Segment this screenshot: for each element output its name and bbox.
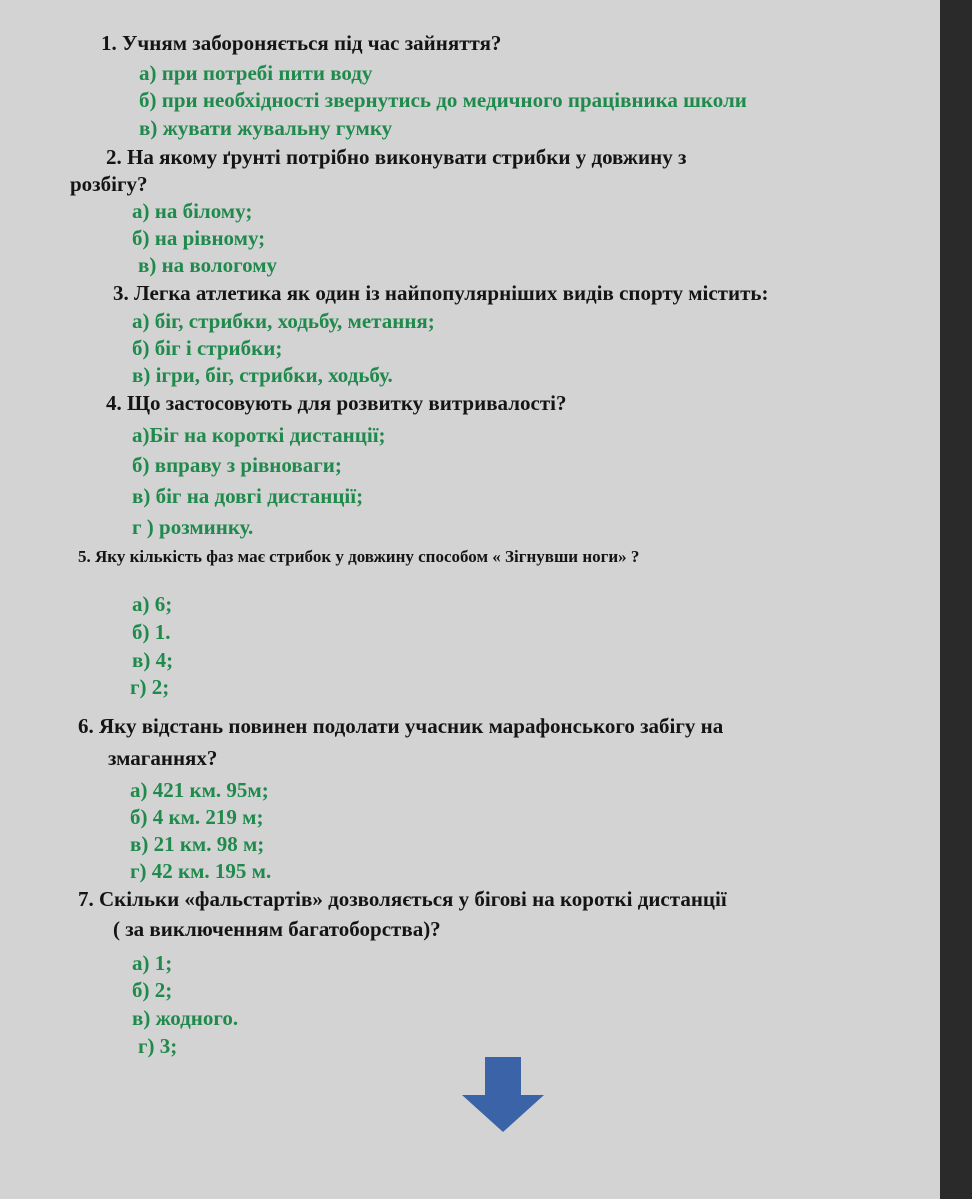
question-6-answer-c: в) 21 км. 98 м; — [130, 832, 265, 856]
question-3-answer-a: а) біг, стрибки, ходьбу, метання; — [132, 309, 435, 333]
question-5-answer-b: б) 1. — [132, 620, 171, 644]
question-3-answer-b: б) біг і стрибки; — [132, 336, 283, 360]
question-1-text: 1. Учням забороняється під час зайняття? — [101, 31, 502, 55]
question-6-text-line-2: змаганнях? — [108, 746, 218, 770]
question-7-text-line-1: 7. Скільки «фальстартів» дозволяється у бігові на короткі дистанції — [78, 887, 727, 911]
question-3-text: 3. Легка атлетика як один із найпопулярніших видів спорту містить: — [113, 281, 769, 305]
question-6-answer-b: б) 4 км. 219 м; — [130, 805, 264, 829]
question-5-text: 5. Яку кількість фаз має стрибок у довжину способом « Зігнувши ноги» ? — [78, 547, 640, 566]
question-7-answer-d: г) 3; — [138, 1034, 178, 1058]
question-7-text-line-2: ( за виключенням багатоборства)? — [113, 917, 441, 941]
question-5-answer-c: в) 4; — [132, 648, 174, 672]
side-strip — [940, 0, 972, 1199]
question-5-answer-d: г) 2; — [130, 675, 170, 699]
question-3-answer-c: в) ігри, біг, стрибки, ходьбу. — [132, 363, 393, 387]
question-5-answer-a: а) 6; — [132, 592, 173, 616]
question-7-answer-c: в) жодного. — [132, 1006, 239, 1030]
arrow-down-icon — [460, 1057, 546, 1133]
question-7-answer-a: а) 1; — [132, 951, 173, 975]
question-2-answer-c: в) на вологому — [138, 253, 278, 277]
question-1-answer-c: в) жувати жувальну гумку — [139, 116, 393, 140]
question-4-answer-d: г ) розминку. — [132, 515, 254, 539]
question-2-text-line-2: розбігу? — [70, 172, 148, 196]
question-6-answer-d: г) 42 км. 195 м. — [130, 859, 272, 883]
question-2-answer-a: а) на білому; — [132, 199, 253, 223]
question-2-answer-b: б) на рівному; — [132, 226, 266, 250]
question-4-answer-b: б) вправу з рівноваги; — [132, 453, 342, 477]
question-1-answer-a: а) при потребі пити воду — [139, 61, 373, 85]
question-4-text: 4. Що застосовують для розвитку витривалості? — [106, 391, 567, 415]
question-2-text-line-1: 2. На якому ґрунті потрібно виконувати стрибки у довжину з — [106, 145, 687, 169]
question-6-text-line-1: 6. Яку відстань повинен подолати учасник марафонського забігу на — [78, 714, 724, 738]
question-4-answer-c: в) біг на довгі дистанції; — [132, 484, 364, 508]
question-4-answer-a: а)Біг на короткі дистанції; — [132, 423, 386, 447]
question-6-answer-a: а) 421 км. 95м; — [130, 778, 269, 802]
question-1-answer-b: б) при необхідності звернутись до медичного працівника школи — [139, 88, 747, 112]
question-7-answer-b: б) 2; — [132, 978, 173, 1002]
